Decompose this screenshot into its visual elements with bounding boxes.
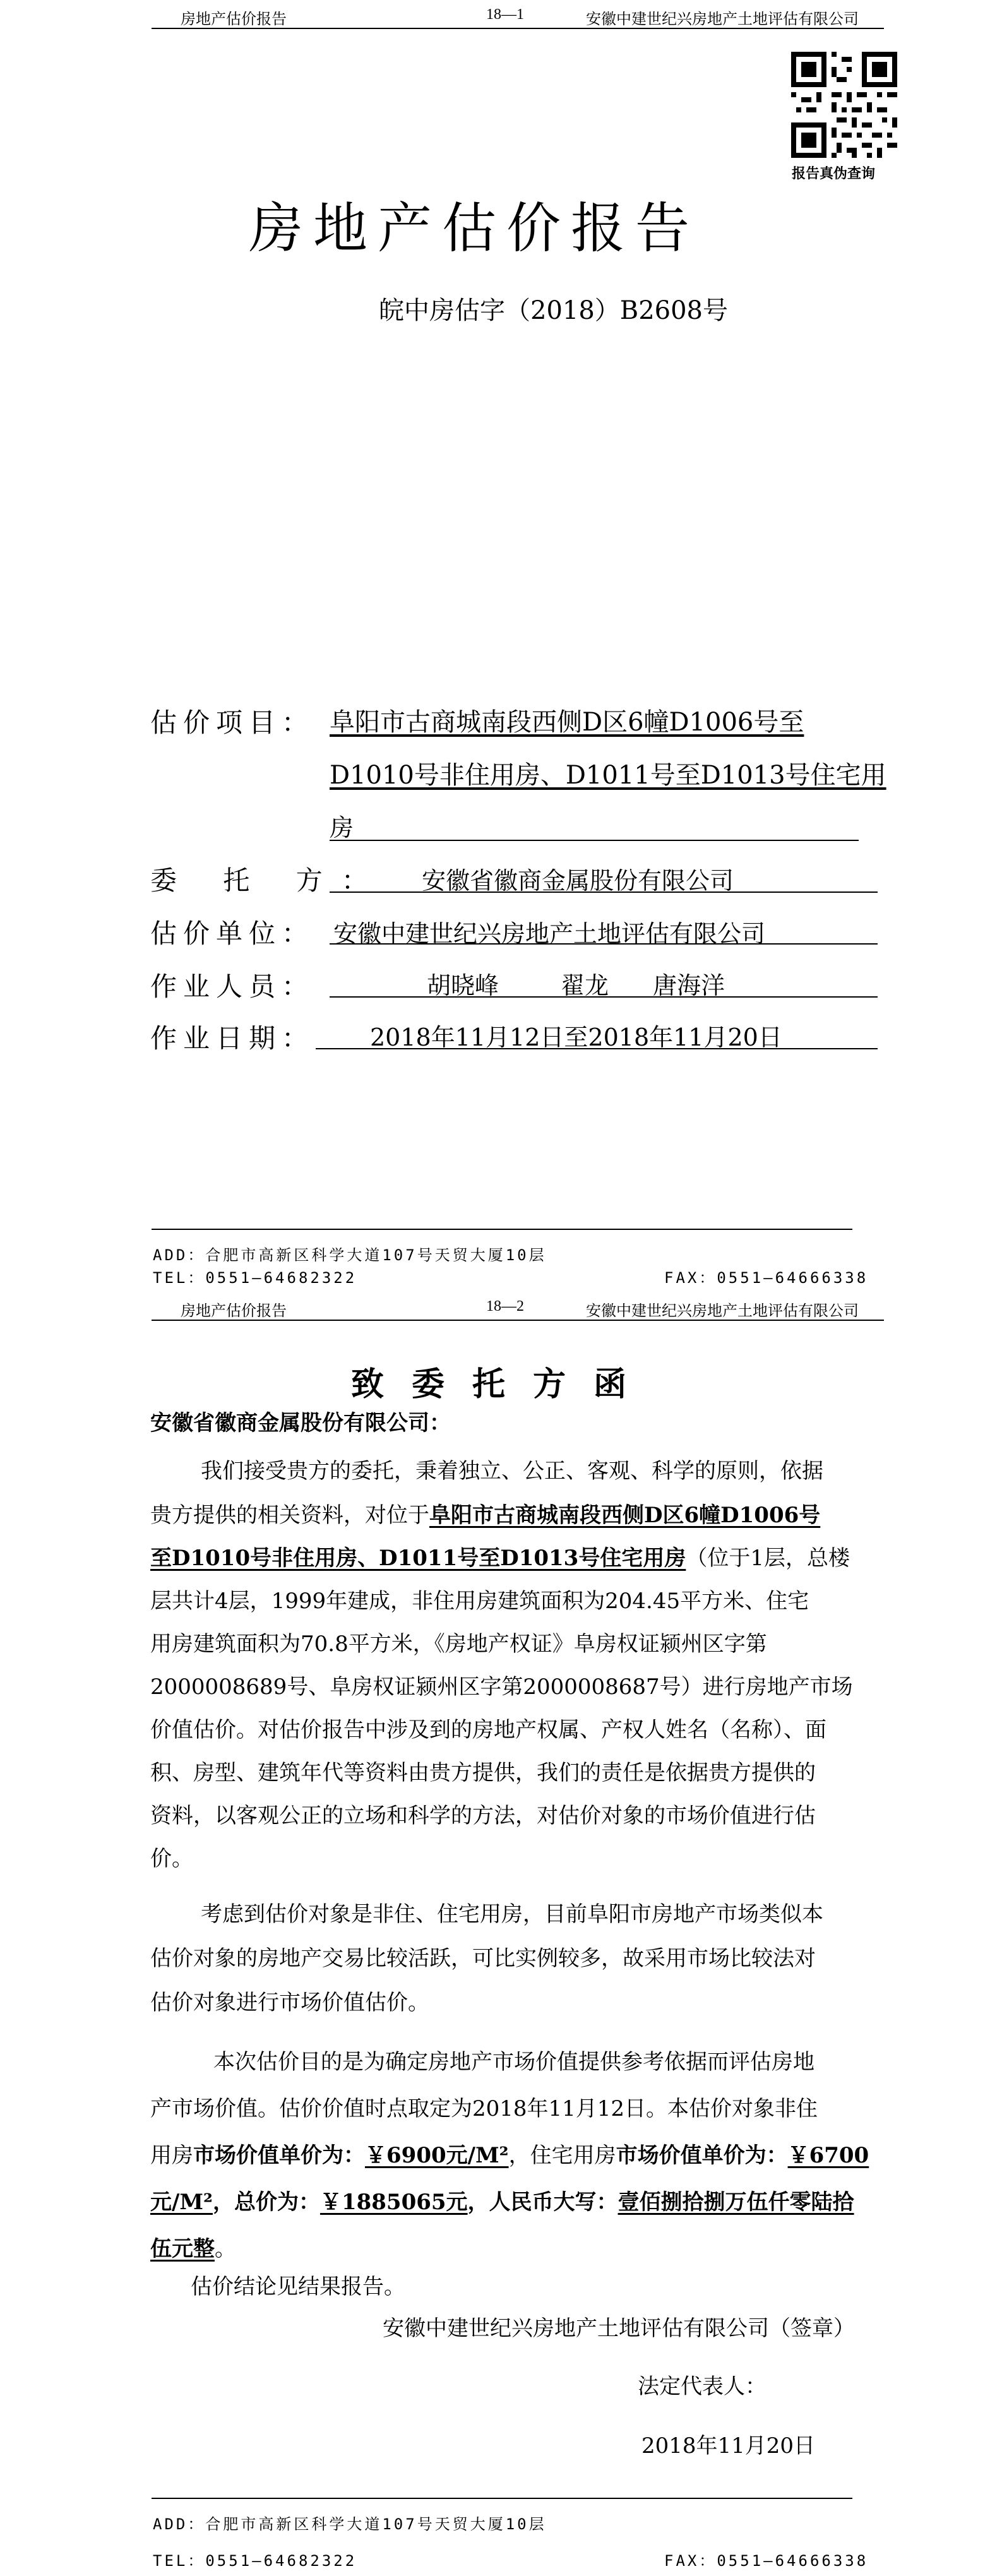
staff-name-1: 胡晓峰	[427, 972, 499, 999]
unit-value: 安徽中建世纪兴房地产土地评估有限公司	[333, 920, 766, 948]
page2-footer-rule	[152, 2498, 852, 2499]
page2-header-right: 安徽中建世纪兴房地产土地评估有限公司	[586, 1303, 859, 1320]
unit-label: 估价单位：	[150, 918, 315, 949]
client-underline	[330, 891, 878, 893]
p1-line-1: 我们接受贵方的委托，秉着独立、公正、客观、科学的原则，依据	[201, 1458, 823, 1484]
residential-unit-price: ￥6700	[787, 2143, 869, 2168]
report-number: 皖中房估字（2018）B2608号	[379, 296, 728, 325]
page1-header-left: 房地产估价报告	[181, 11, 287, 28]
legal-representative: 法定代表人：	[638, 2374, 766, 2399]
p1-line-6: 2000008689号、阜房权证颍州区字第2000008687号）进行房地产市场	[150, 1674, 853, 1700]
p1-line-3: 至D1010号非住用房、D1011号至D1013号住宅用房（位于1层，总楼	[150, 1546, 850, 1571]
report-title: 房地产估价报告	[249, 197, 700, 260]
page2-footer-tel: TEL：0551—64682322	[153, 2552, 357, 2570]
unit-underline	[330, 943, 878, 945]
p2-line-1: 考虑到估价对象是非住、住宅用房，目前阜阳市房地产市场类似本	[201, 1902, 823, 1927]
page1-header-rule	[152, 28, 884, 29]
letter-title: 致委托方函	[351, 1365, 655, 1404]
p1-line-10: 价。	[150, 1846, 193, 1871]
project-line-2: D1010号非住用房、D1011号至D1013号住宅用	[330, 761, 886, 790]
staff-name-2: 翟龙	[561, 972, 609, 999]
page1-footer-fax: FAX：0551—64666338	[664, 1269, 869, 1287]
p3-line-2: 产市场价值。估价价值时点取定为2018年11月12日。本估价对象非住	[150, 2096, 818, 2121]
qr-code-icon[interactable]	[791, 52, 897, 158]
project-line-3: 房	[330, 814, 354, 842]
p1-address-part2: 至D1010号非住用房、D1011号至D1013号住宅用房	[150, 1546, 686, 1571]
p3-line-4: 元/M²，总价为：￥1885065元，人民币大写：壹佰捌拾捌万伍仟零陆拾	[150, 2190, 854, 2215]
staff-underline	[330, 996, 878, 998]
p1-line-8: 积、房型、建筑年代等资料由贵方提供，我们的责任是依据贵方提供的	[150, 1760, 816, 1786]
page1-footer-rule	[152, 1229, 852, 1230]
page1-header-page-number: 18—1	[486, 6, 524, 23]
page1-footer-tel: TEL：0551—64682322	[153, 1269, 357, 1287]
page2-footer-fax: FAX：0551—64666338	[664, 2552, 869, 2570]
total-price-words: 壹佰捌拾捌万伍仟零陆拾	[617, 2190, 854, 2215]
p3-line-3: 用房市场价值单价为：￥6900元/M²，住宅用房市场价值单价为：￥6700	[150, 2143, 869, 2168]
p2-line-2: 估价对象的房地产交易比较活跃，可比实例较多，故采用市场比较法对	[150, 1946, 816, 1971]
conclusion-note: 估价结论见结果报告。	[191, 2274, 405, 2299]
page1-header-right: 安徽中建世纪兴房地产土地评估有限公司	[586, 11, 859, 28]
staff-name-3: 唐海洋	[653, 972, 725, 999]
p1-line-9: 资料，以客观公正的立场和科学的方法，对估价对象的市场价值进行估	[150, 1803, 816, 1828]
page2-header-page-number: 18—2	[486, 1298, 524, 1315]
nonresidential-unit-price: ￥6900元/M²	[365, 2143, 509, 2168]
project-label: 估价项目：	[150, 707, 315, 738]
p1-line-4: 层共计4层，1999年建成，非住用房建筑面积为204.45平方米、住宅	[150, 1589, 809, 1614]
page2-footer-address: ADD：合肥市高新区科学大道107号天贸大厦10层	[153, 2515, 547, 2533]
p1-line-7: 价值估价。对估价报告中涉及到的房地产权属、产权人姓名（名称）、面	[150, 1717, 826, 1743]
p1-address-part1: 阜阳市古商城南段西侧D区6幢D1006号	[429, 1503, 821, 1528]
letter-date: 2018年11月20日	[641, 2433, 816, 2459]
page2-header-rule	[152, 1320, 884, 1321]
qr-caption: 报告真伪查询	[792, 165, 876, 182]
p2-line-3: 估价对象进行市场价值估价。	[150, 1990, 429, 2015]
total-price: ￥1885065元	[319, 2190, 468, 2215]
date-underline	[316, 1048, 878, 1049]
project-underline-3	[330, 840, 859, 841]
client-value: 安徽省徽商金属股份有限公司	[422, 867, 734, 895]
letter-salutation: 安徽省徽商金属股份有限公司：	[150, 1410, 451, 1436]
p1-line-5: 用房建筑面积为70.8平方米，《房地产权证》阜房权证颍州区字第	[150, 1631, 767, 1657]
signature-company: 安徽中建世纪兴房地产土地评估有限公司（签章）	[383, 2316, 855, 2341]
page2-header-left: 房地产估价报告	[181, 1303, 287, 1320]
p3-line-1: 本次估价目的是为确定房地产市场价值提供参考依据而评估房地	[213, 2049, 814, 2075]
date-value: 2018年11月12日至2018年11月20日	[370, 1023, 782, 1051]
date-label: 作业日期：	[150, 1023, 315, 1054]
p3-line-5: 伍元整。	[150, 2236, 236, 2262]
client-label: 委 托 方：	[150, 865, 387, 896]
project-line-1: 阜阳市古商城南段西侧D区6幢D1006号至	[330, 708, 804, 737]
page1-footer-address: ADD：合肥市高新区科学大道107号天贸大厦10层	[153, 1246, 547, 1264]
staff-label: 作业人员：	[150, 971, 315, 1002]
p1-line-2: 贵方提供的相关资料，对位于阜阳市古商城南段西侧D区6幢D1006号	[150, 1503, 821, 1528]
